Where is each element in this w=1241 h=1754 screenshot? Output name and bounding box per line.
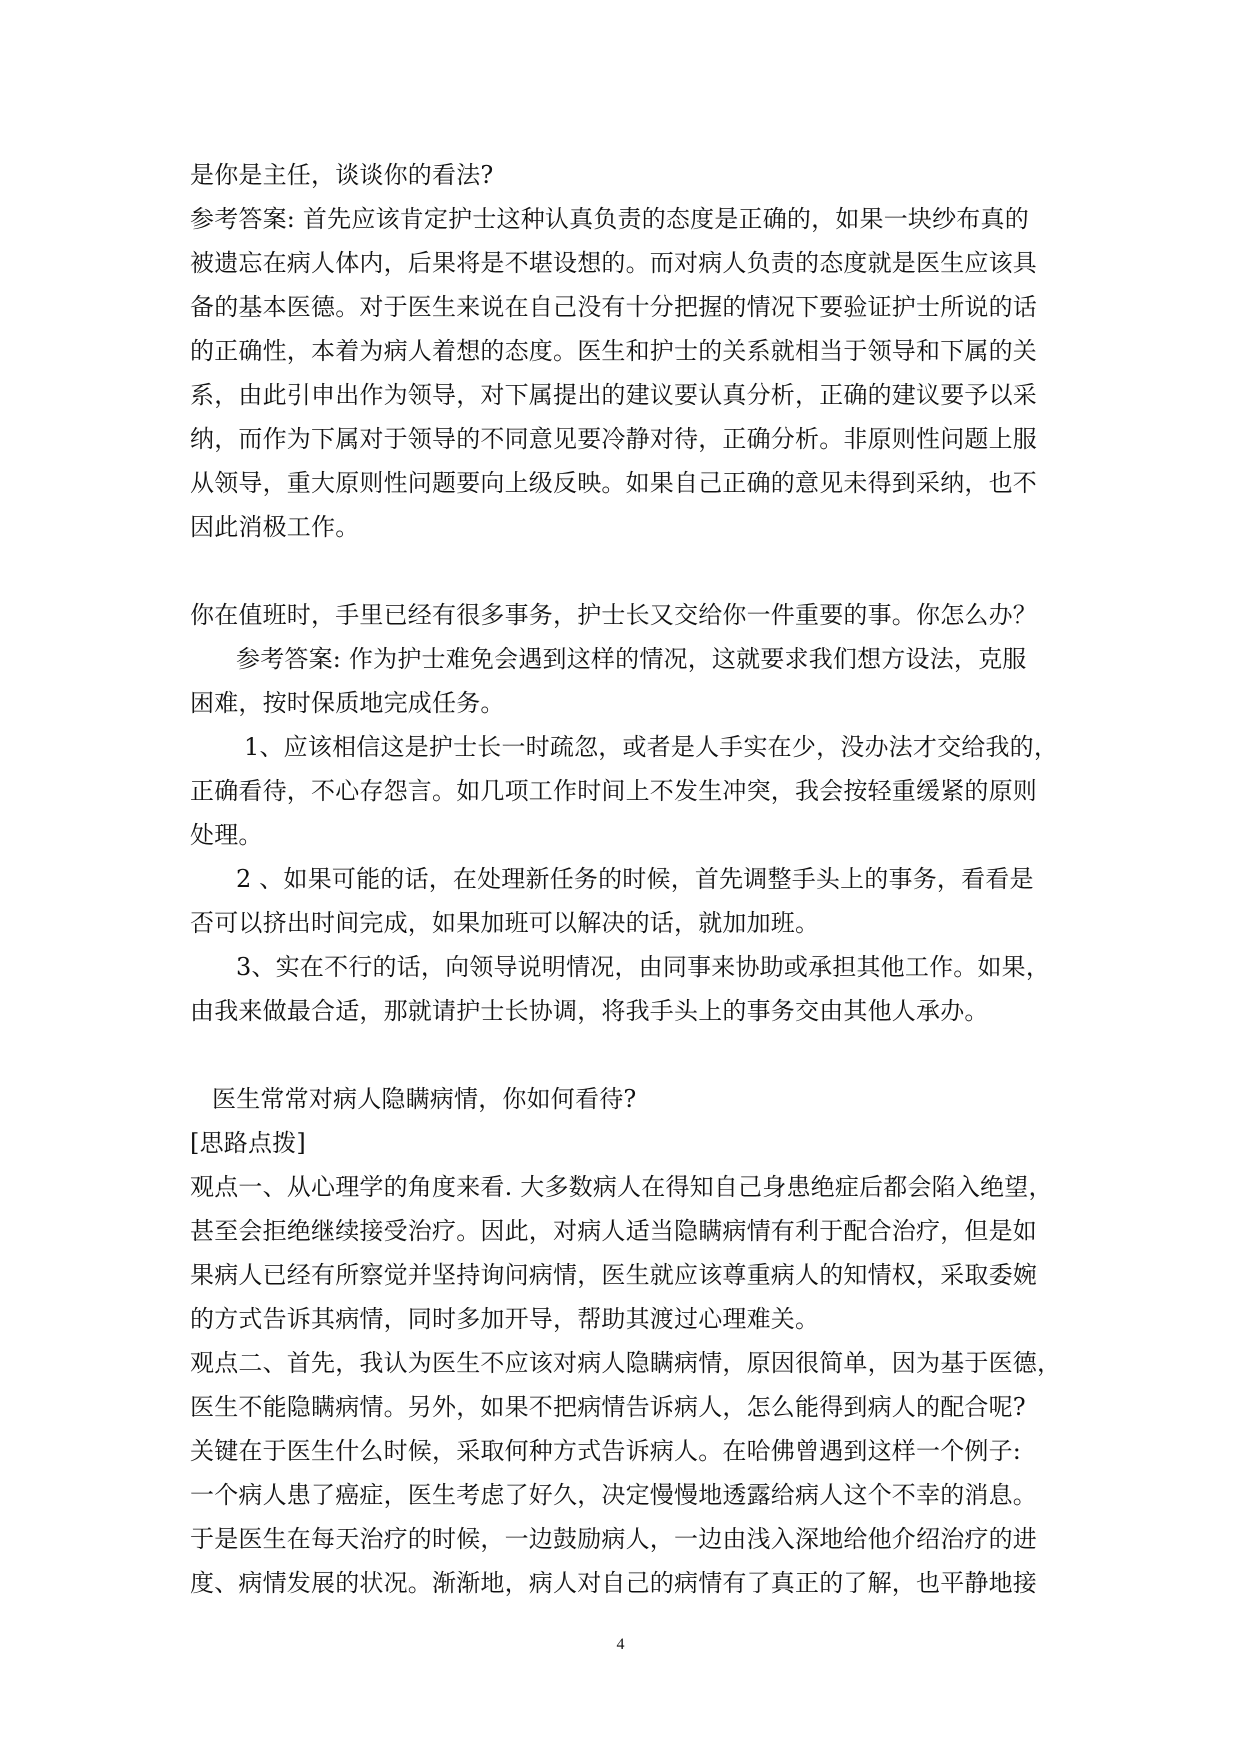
text-line: 关键在于医生什么时候，采取何种方式告诉病人。在哈佛曾遇到这样一个例子: bbox=[190, 1437, 1022, 1465]
text-line: 2 、如果可能的话，在处理新任务的时候，首先调整手头上的事务，看看是 bbox=[236, 865, 1034, 893]
text-line: 参考答案: 作为护士难免会遇到这样的情况，这就要求我们想方设法，克服 bbox=[236, 645, 1027, 673]
text-line: 观点一、从心理学的角度来看. 大多数病人在得知自己身患绝症后都会陷入绝望， bbox=[190, 1173, 1053, 1201]
text-line: 是你是主任，谈谈你的看法? bbox=[190, 161, 494, 189]
text-line: 正确看待，不心存怨言。如几项工作时间上不发生冲突，我会按轻重缓紧的原则 bbox=[190, 777, 1037, 805]
text-line: 一个病人患了癌症，医生考虑了好久，决定慢慢地透露给病人这个不幸的消息。 bbox=[190, 1481, 1037, 1509]
text-line: 果病人已经有所察觉并坚持询问病情，医生就应该尊重病人的知情权，采取委婉 bbox=[190, 1261, 1037, 1289]
text-line: 由我来做最合适，那就请护士长协调，将我手头上的事务交由其他人承办。 bbox=[190, 997, 989, 1025]
page-number: 4 bbox=[616, 1636, 625, 1653]
text-line: 度、病情发展的状况。渐渐地，病人对自己的病情有了真正的了解，也平静地接 bbox=[190, 1569, 1037, 1597]
text-line: 的正确性，本着为病人着想的态度。医生和护士的关系就相当于领导和下属的关 bbox=[190, 337, 1037, 365]
text-line: 观点二、首先，我认为医生不应该对病人隐瞒病情，原因很简单，因为基于医德， bbox=[190, 1349, 1062, 1377]
text-line: 于是医生在每天治疗的时候，一边鼓励病人，一边由浅入深地给他介绍治疗的进 bbox=[190, 1525, 1037, 1553]
text-line: 医生不能隐瞒病情。另外，如果不把病情告诉病人，怎么能得到病人的配合呢? bbox=[190, 1393, 1026, 1421]
text-line: 3、实在不行的话，向领导说明情况，由同事来协助或承担其他工作。如果， bbox=[236, 953, 1051, 981]
text-line: 纳，而作为下属对于领导的不同意见要冷静对待，正确分析。非原则性问题上服 bbox=[190, 425, 1037, 453]
text-line: 甚至会拒绝继续接受治疗。因此，对病人适当隐瞒病情有利于配合治疗，但是如 bbox=[190, 1217, 1037, 1245]
question-heading: 医生常常对病人隐瞒病情，你如何看待? bbox=[212, 1085, 637, 1113]
text-line: 否可以挤出时间完成，如果加班可以解决的话，就加加班。 bbox=[190, 909, 820, 937]
text-line: [思路点拨] bbox=[190, 1129, 306, 1157]
text-line: 的方式告诉其病情，同时多加开导，帮助其渡过心理难关。 bbox=[190, 1305, 820, 1333]
text-line: 因此消极工作。 bbox=[190, 513, 360, 541]
text-line: 困难，按时保质地完成任务。 bbox=[190, 689, 505, 717]
text-line: 系，由此引申出作为领导，对下属提出的建议要认真分析，正确的建议要予以采 bbox=[190, 381, 1037, 409]
text-line: 备的基本医德。对于医生来说在自己没有十分把握的情况下要验证护士所说的话 bbox=[190, 293, 1037, 321]
text-line: 处理。 bbox=[190, 821, 263, 849]
text-line: 参考答案: 首先应该肯定护士这种认真负责的态度是正确的，如果一块纱布真的 bbox=[190, 205, 1029, 233]
text-line: 被遗忘在病人体内，后果将是不堪设想的。而对病人负责的态度就是医生应该具 bbox=[190, 249, 1037, 277]
question-heading: 你在值班时，手里已经有很多事务，护士长又交给你一件重要的事。你怎么办？ bbox=[190, 601, 1037, 629]
text-line: 1、应该相信这是护士长一时疏忽，或者是人手实在少，没办法才交给我的， bbox=[244, 733, 1059, 761]
text-line: 从领导，重大原则性问题要向上级反映。如果自己正确的意见未得到采纳，也不 bbox=[190, 469, 1037, 497]
